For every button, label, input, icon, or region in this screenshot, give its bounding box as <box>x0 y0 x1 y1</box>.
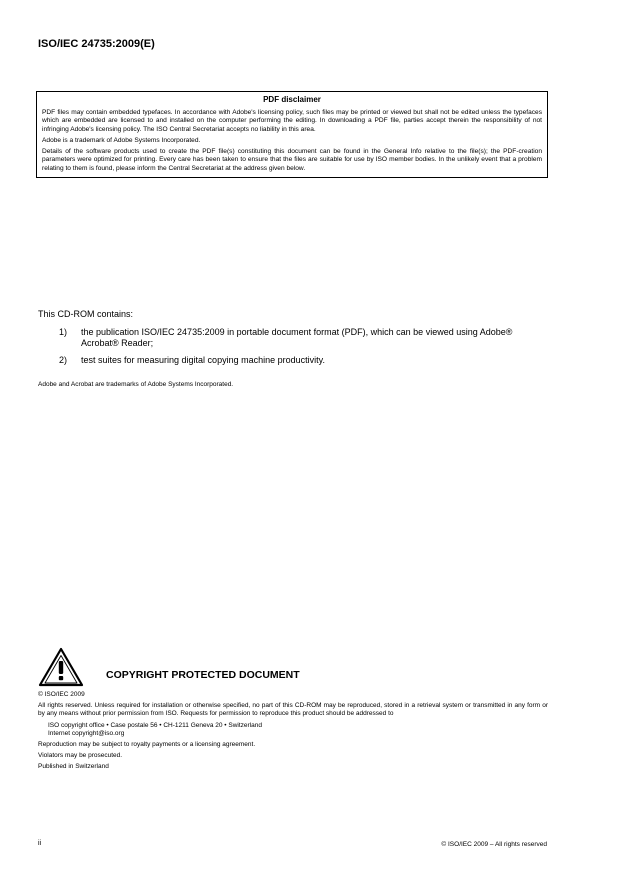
contents-intro: This CD-ROM contains: <box>38 309 134 319</box>
copyright-published: Published in Switzerland <box>38 763 109 771</box>
warning-triangle-icon <box>38 647 84 687</box>
pdf-disclaimer-box <box>36 91 548 178</box>
copyright-body <box>38 691 548 772</box>
copyright-address-block <box>38 722 548 738</box>
list-item <box>38 355 548 366</box>
copyright-internet: Internet copyright@iso.org <box>48 729 125 737</box>
disclaimer-paragraph-typefaces: PDF files may contain embedded typefaces. In accordance with Adobe's licensing policy, such files may be printed or viewed but shall not be edited unless the typefaces which are embedded are licensed to and installed on the computer performing the editing. In downloading a PDF file, parties accept therein the responsibility of not infringing Adobe's licensing policy. The ISO Central Secretariat accepts no liability in this area. <box>42 109 542 133</box>
disclaimer-paragraph-software-details: Details of the software products used to create the PDF file(s) constituting this document can be found in the General Info relative to the file(s); the PDF-creation parameters were optimized for printing. Every care has been taken to ensure that the files are suitable for use by ISO member bodies. In the unlikely event that a problem relating to them is found, please inform the Central Secretariat at the address given below. <box>42 148 542 172</box>
trademark-note: Adobe and Acrobat are trademarks of Adobe Systems Incorporated. <box>38 381 234 388</box>
copyright-rights-text: All rights reserved. Unless required for installation or otherwise specified, no part of this CD-ROM may be reproduced, stored in a retrieval system or transmitted in any form or by any means without prior permission from ISO. Requests for permission to reproduce this product should be addressed to <box>38 702 548 718</box>
pdf-disclaimer-title: PDF disclaimer <box>263 95 321 104</box>
copyright-office-address: ISO copyright office • Case postale 56 • CH-1211 Geneva 20 • Switzerland <box>48 721 262 729</box>
copyright-heading-row <box>38 645 548 687</box>
copyright-year: © ISO/IEC 2009 <box>38 691 85 698</box>
copyright-violators-note: Violators may be prosecuted. <box>38 752 123 760</box>
contents-list <box>38 327 548 366</box>
document-id-header: ISO/IEC 24735:2009(E) <box>38 38 155 50</box>
copyright-title: COPYRIGHT PROTECTED DOCUMENT <box>106 669 300 681</box>
list-item-number: 1) <box>59 327 68 337</box>
copyright-royalty-note: Reproduction may be subject to royalty payments or a licensing agreement. <box>38 741 256 749</box>
list-item <box>38 327 548 349</box>
list-item-text: test suites for measuring digital copying machine productivity. <box>81 355 325 365</box>
copyright-section <box>38 645 548 775</box>
disclaimer-paragraph-adobe-trademark: Adobe is a trademark of Adobe Systems Incorporated. <box>42 136 201 144</box>
cd-rom-contents <box>38 309 548 372</box>
list-item-number: 2) <box>59 355 68 365</box>
list-item-text: the publication ISO/IEC 24735:2009 in portable document format (PDF), which can be viewed using Adobe® Acrobat® Reader; <box>81 327 513 348</box>
page-number: ii <box>38 840 42 847</box>
footer-rights: © ISO/IEC 2009 – All rights reserved <box>441 841 547 848</box>
